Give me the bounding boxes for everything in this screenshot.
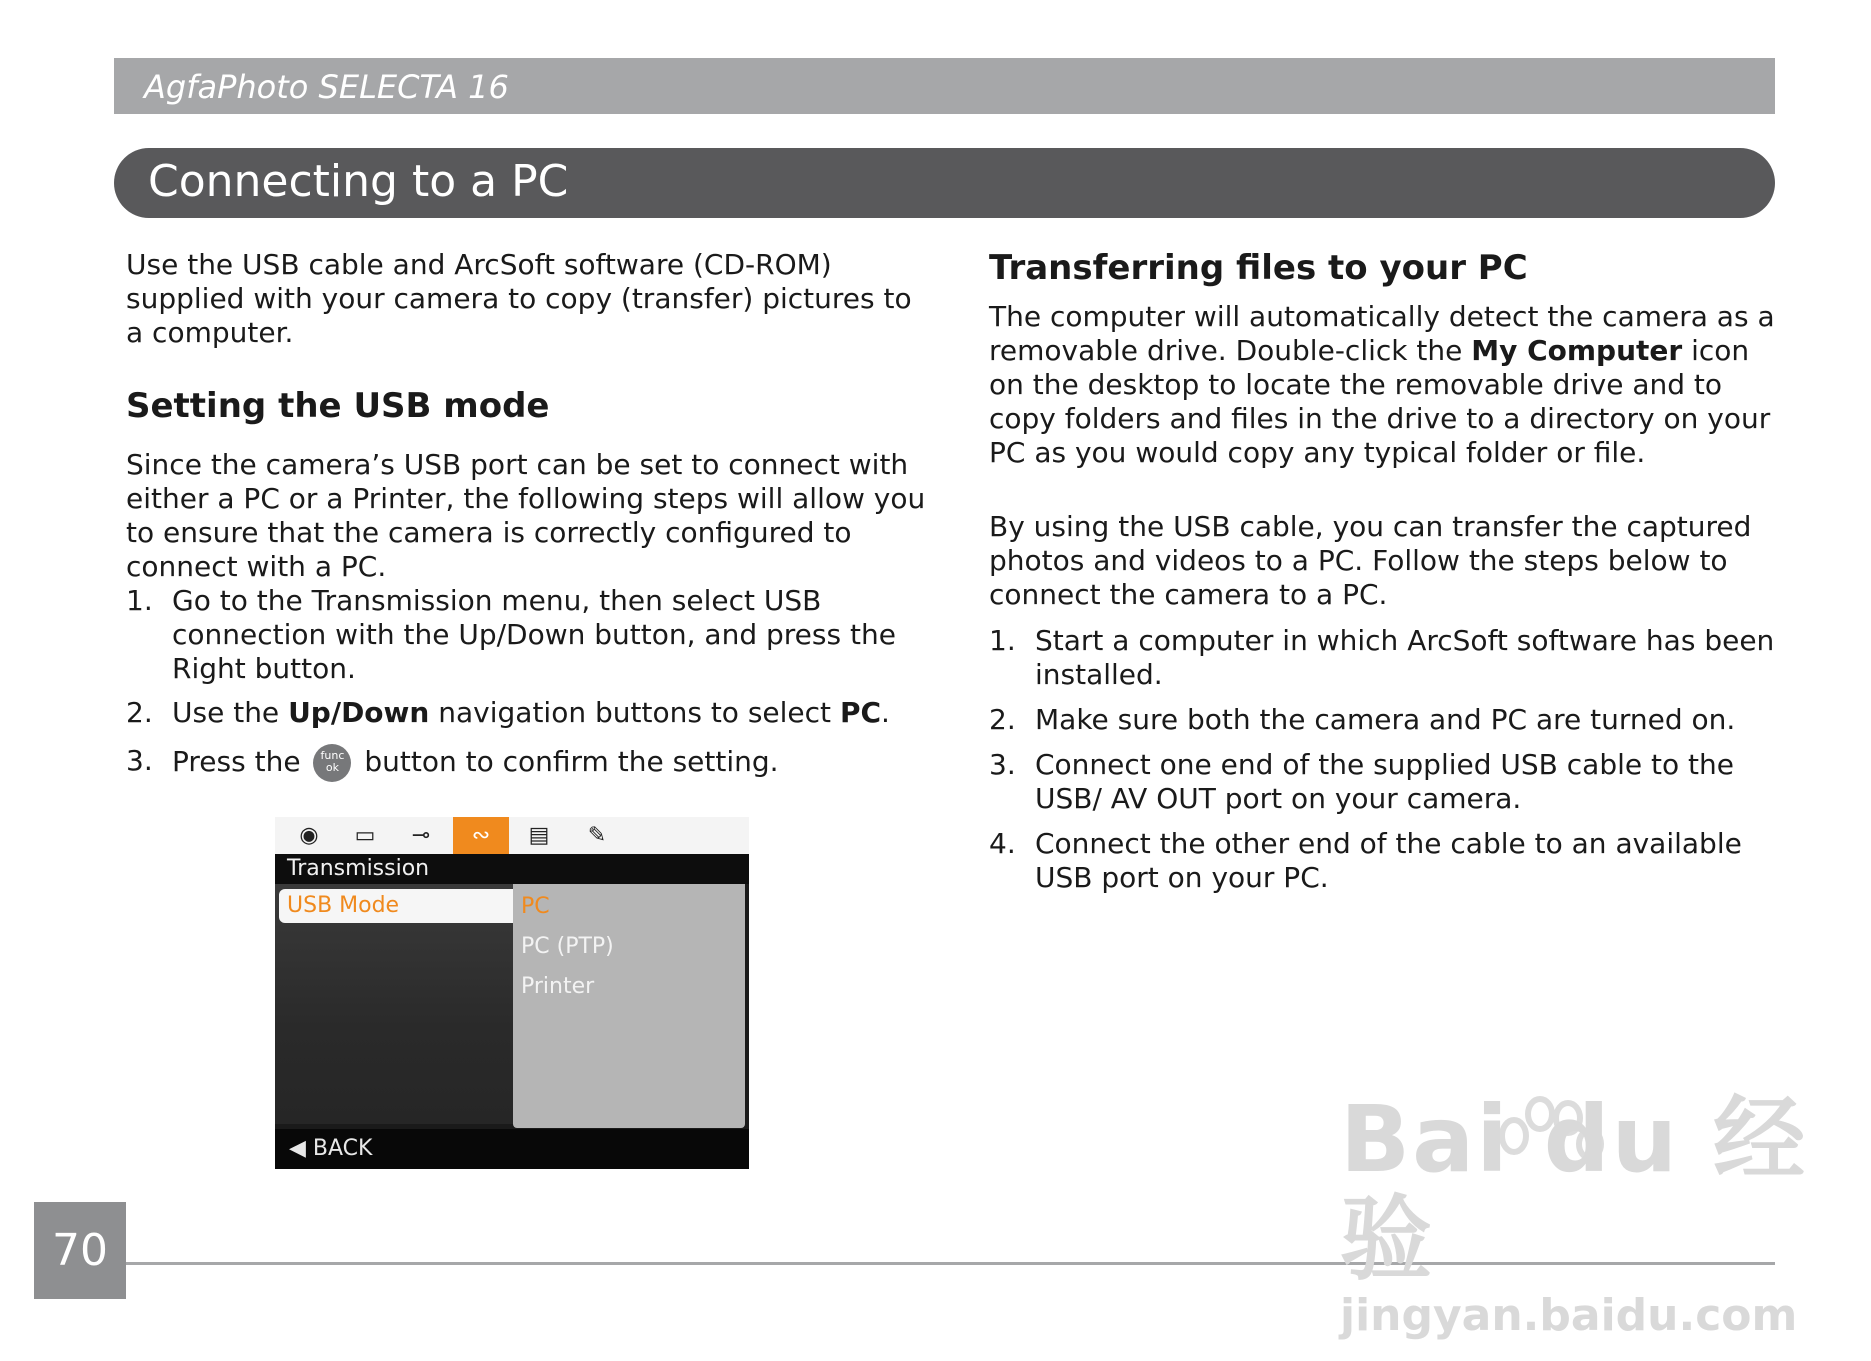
list-item xyxy=(989,624,1789,692)
step-text: Connect the other end of the cable to an available USB port on your PC. xyxy=(1035,827,1742,894)
back-arrow-icon: ◀ xyxy=(289,1136,306,1161)
step-number: 2. xyxy=(126,696,153,729)
transmission-icon[interactable]: ∾ xyxy=(453,817,509,854)
watermark-url: jingyan.baidu.com xyxy=(1340,1290,1798,1341)
intro-text: Use the USB cable and ArcSoft software (CD-ROM) supplied with your camera to copy (transfer) pictures to a computer. xyxy=(126,248,912,349)
step-number: 2. xyxy=(989,703,1016,736)
step-text: Make sure both the camera and PC are turned on. xyxy=(1035,703,1736,736)
step-text: Connect one end of the supplied USB cable to the USB/ AV OUT port on your camera. xyxy=(1035,748,1734,815)
transfer-heading: Transferring files to your PC xyxy=(989,248,1528,288)
right-column xyxy=(989,248,1789,895)
list-item xyxy=(989,827,1789,895)
edit-icon[interactable]: ✎ xyxy=(587,823,607,848)
transfer-paragraph-2: By using the USB cable, you can transfer the captured photos and videos to a PC. Follow the steps below to connect the camera to a PC. xyxy=(989,510,1752,611)
watermark-main: Bai du 经验 xyxy=(1340,1086,1808,1293)
step-number: 3. xyxy=(126,744,153,777)
usb-steps-list xyxy=(126,584,926,782)
step-number: 4. xyxy=(989,827,1016,860)
header-bar xyxy=(114,58,1775,114)
icon-label: ok xyxy=(325,761,339,774)
usb-mode-text: Since the camera’s USB port can be set to connect with either a PC or a Printer, the following steps will allow you to ensure that the camera is correctly configured to connect with a PC. xyxy=(126,448,926,583)
camera-back-button[interactable] xyxy=(275,1129,749,1169)
page-number: 70 xyxy=(34,1202,126,1299)
baidu-watermark xyxy=(1340,1086,1871,1342)
step-number: 1. xyxy=(126,584,153,617)
transfer-paragraph-1 xyxy=(989,300,1789,470)
wrench-icon[interactable]: ⊸ xyxy=(411,823,431,848)
func-ok-button-icon xyxy=(313,744,351,782)
usb-mode-menu-item[interactable]: USB Mode xyxy=(279,889,515,923)
list-item xyxy=(126,584,926,686)
option-pc-ptp[interactable]: PC (PTP) xyxy=(521,934,614,959)
page-title: Connecting to a PC xyxy=(148,156,569,207)
step-text: Start a computer in which ArcSoft software has been installed. xyxy=(1035,624,1775,691)
title-bar xyxy=(114,148,1775,218)
paragraph-text: The computer will automatically detect the camera as a removable drive. Double-click the xyxy=(989,300,1775,367)
left-column xyxy=(126,248,926,782)
camera-icon[interactable]: ◉ xyxy=(299,823,319,848)
list-item xyxy=(989,748,1789,816)
step-number: 3. xyxy=(989,748,1016,781)
step-number: 1. xyxy=(989,624,1016,657)
step-text: Use the xyxy=(172,696,289,729)
camera-menu-tabs xyxy=(275,817,749,854)
camera-menu-title: Transmission xyxy=(275,854,749,884)
step-bold: Up/Down xyxy=(288,696,430,729)
my-computer-bold: My Computer xyxy=(1471,334,1683,367)
transfer-steps-list xyxy=(989,624,1789,895)
movie-icon[interactable]: ▭ xyxy=(354,823,376,848)
list-item xyxy=(126,696,926,730)
paragraph-text: icon on the desktop to locate the removable drive and to copy folders and files in the drive to a directory on your PC as you would copy any typical folder or file. xyxy=(989,334,1771,469)
step-bold: PC xyxy=(839,696,882,729)
print-icon[interactable]: ▤ xyxy=(528,823,550,848)
brand-label: AgfaPhoto SELECTA 16 xyxy=(144,68,509,106)
icon-label: func xyxy=(320,749,345,762)
list-item xyxy=(126,744,926,782)
option-pc[interactable]: PC xyxy=(521,894,550,919)
step-text: button to confirm the setting. xyxy=(364,745,779,778)
step-text: Press the xyxy=(172,745,301,778)
camera-screen xyxy=(275,817,749,1169)
step-text: navigation buttons to select xyxy=(429,696,840,729)
step-text: Go to the Transmission menu, then select USB connection with the Up/Down button, and press the Right button. xyxy=(172,584,896,685)
back-label: BACK xyxy=(312,1136,373,1161)
step-text: . xyxy=(881,696,890,729)
usb-mode-heading: Setting the USB mode xyxy=(126,386,550,426)
list-item xyxy=(989,703,1789,737)
option-printer[interactable]: Printer xyxy=(521,974,595,999)
